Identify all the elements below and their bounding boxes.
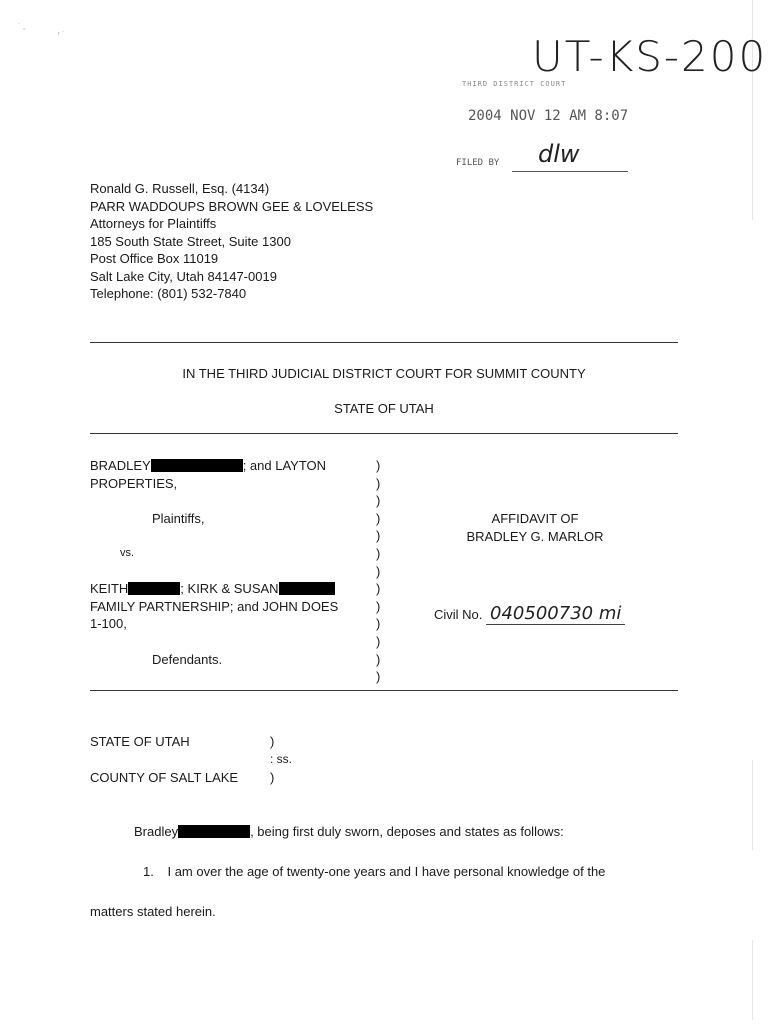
caption-paren: ): [376, 510, 381, 526]
paragraph-1-text: I am over the age of twenty-one years and I have personal knowledge of the: [167, 864, 606, 879]
handwritten-case-id: UT-KS-200: [532, 32, 768, 81]
affidavit-intro: [134, 824, 564, 839]
stamp-date: 2004 NOV 12 AM 8:07: [468, 108, 629, 124]
caption-paren: ): [376, 475, 381, 491]
plaintiff-first-name: BRADLEY: [90, 458, 151, 473]
stamp-filed-by-initials: dlw: [538, 140, 580, 168]
paragraph-1-line-2: matters stated herein.: [90, 904, 216, 919]
caption-paren: ): [376, 458, 381, 473]
attorney-po-box: Post Office Box 11019: [90, 251, 219, 266]
document-title-1: AFFIDAVIT OF: [491, 511, 579, 526]
caption-paren: ): [376, 493, 381, 509]
caption-paren: ): [376, 669, 381, 685]
scan-speck: ʳ ˙: [58, 30, 65, 39]
plaintiff-line: [90, 457, 338, 475]
scan-edge-noise: [752, 940, 753, 1020]
caption-paren: ): [376, 546, 381, 561]
scan-edge-noise: [752, 760, 753, 850]
venue-state: STATE OF UTAH: [90, 734, 190, 749]
document-title-2: BRADLEY G. MARLOR: [466, 529, 604, 544]
stamp-filed-by-line: [512, 171, 628, 172]
court-state: STATE OF UTAH: [334, 401, 434, 416]
plaintiffs-label: Plaintiffs,: [152, 510, 205, 526]
attorney-name: Ronald G. Russell, Esq. (4134): [90, 181, 270, 196]
redaction-bar: [151, 459, 243, 472]
defendant-line: [90, 580, 338, 598]
stamp-court-line: THIRD DISTRICT COURT: [462, 80, 567, 88]
defendant-mid: ; KIRK & SUSAN: [180, 581, 279, 597]
plaintiff-line2: PROPERTIES,: [90, 475, 178, 491]
paragraph-1-line-1: [143, 864, 605, 879]
venue-paren: ): [270, 734, 275, 749]
redaction-bar: [279, 582, 335, 595]
versus-label: vs.: [120, 546, 135, 559]
caption-paren: ): [376, 581, 381, 597]
redaction-bar: [178, 825, 250, 838]
caption-paren: ): [376, 634, 381, 649]
affidavit-intro-text: , being first duly sworn, deposes and states as follows:: [250, 824, 564, 839]
caption-parties: [90, 457, 338, 668]
attorney-role: Attorneys for Plaintiffs: [90, 216, 217, 231]
caption-paren: ): [376, 651, 381, 667]
redaction-bar: [128, 582, 180, 595]
divider-rule: [90, 690, 678, 691]
caption-paren: ): [376, 528, 381, 544]
defendant-line3: 1-100,: [90, 616, 127, 632]
affiant-first-name: Bradley: [134, 824, 179, 839]
caption-paren: ): [376, 616, 381, 632]
attorney-firm: PARR WADDOUPS BROWN GEE & LOVELESS: [90, 198, 374, 214]
attorney-city: Salt Lake City, Utah 84147-0019: [90, 268, 277, 284]
divider-rule: [90, 342, 678, 343]
venue-ss: : ss.: [270, 752, 293, 766]
defendant-line2: FAMILY PARTNERSHIP; and JOHN DOES: [90, 598, 339, 614]
civil-number-value: 040500730 mi: [486, 603, 625, 625]
attorney-block: [90, 180, 373, 303]
paragraph-1-number: 1.: [143, 864, 154, 879]
divider-rule: [90, 433, 678, 434]
attorney-street: 185 South State Street, Suite 1300: [90, 233, 291, 249]
venue-paren: ): [270, 770, 275, 785]
caption-paren: ): [376, 563, 381, 579]
caption-paren: ): [376, 598, 381, 614]
civil-number-label: Civil No.: [434, 607, 483, 622]
defendant-first-name: KEITH: [90, 581, 129, 597]
court-title: IN THE THIRD JUDICIAL DISTRICT COURT FOR SUMMIT COUNTY: [182, 366, 586, 381]
plaintiff-rest: ; and LAYTON: [242, 458, 327, 473]
civil-number: [434, 603, 625, 624]
attorney-phone: Telephone: (801) 532-7840: [90, 286, 247, 301]
defendants-label: Defendants.: [152, 651, 223, 667]
venue-county: COUNTY OF SALT LAKE: [90, 770, 239, 785]
stamp-filed-by-label: FILED BY: [456, 158, 500, 168]
scan-speck: ˙ ,: [18, 22, 26, 31]
